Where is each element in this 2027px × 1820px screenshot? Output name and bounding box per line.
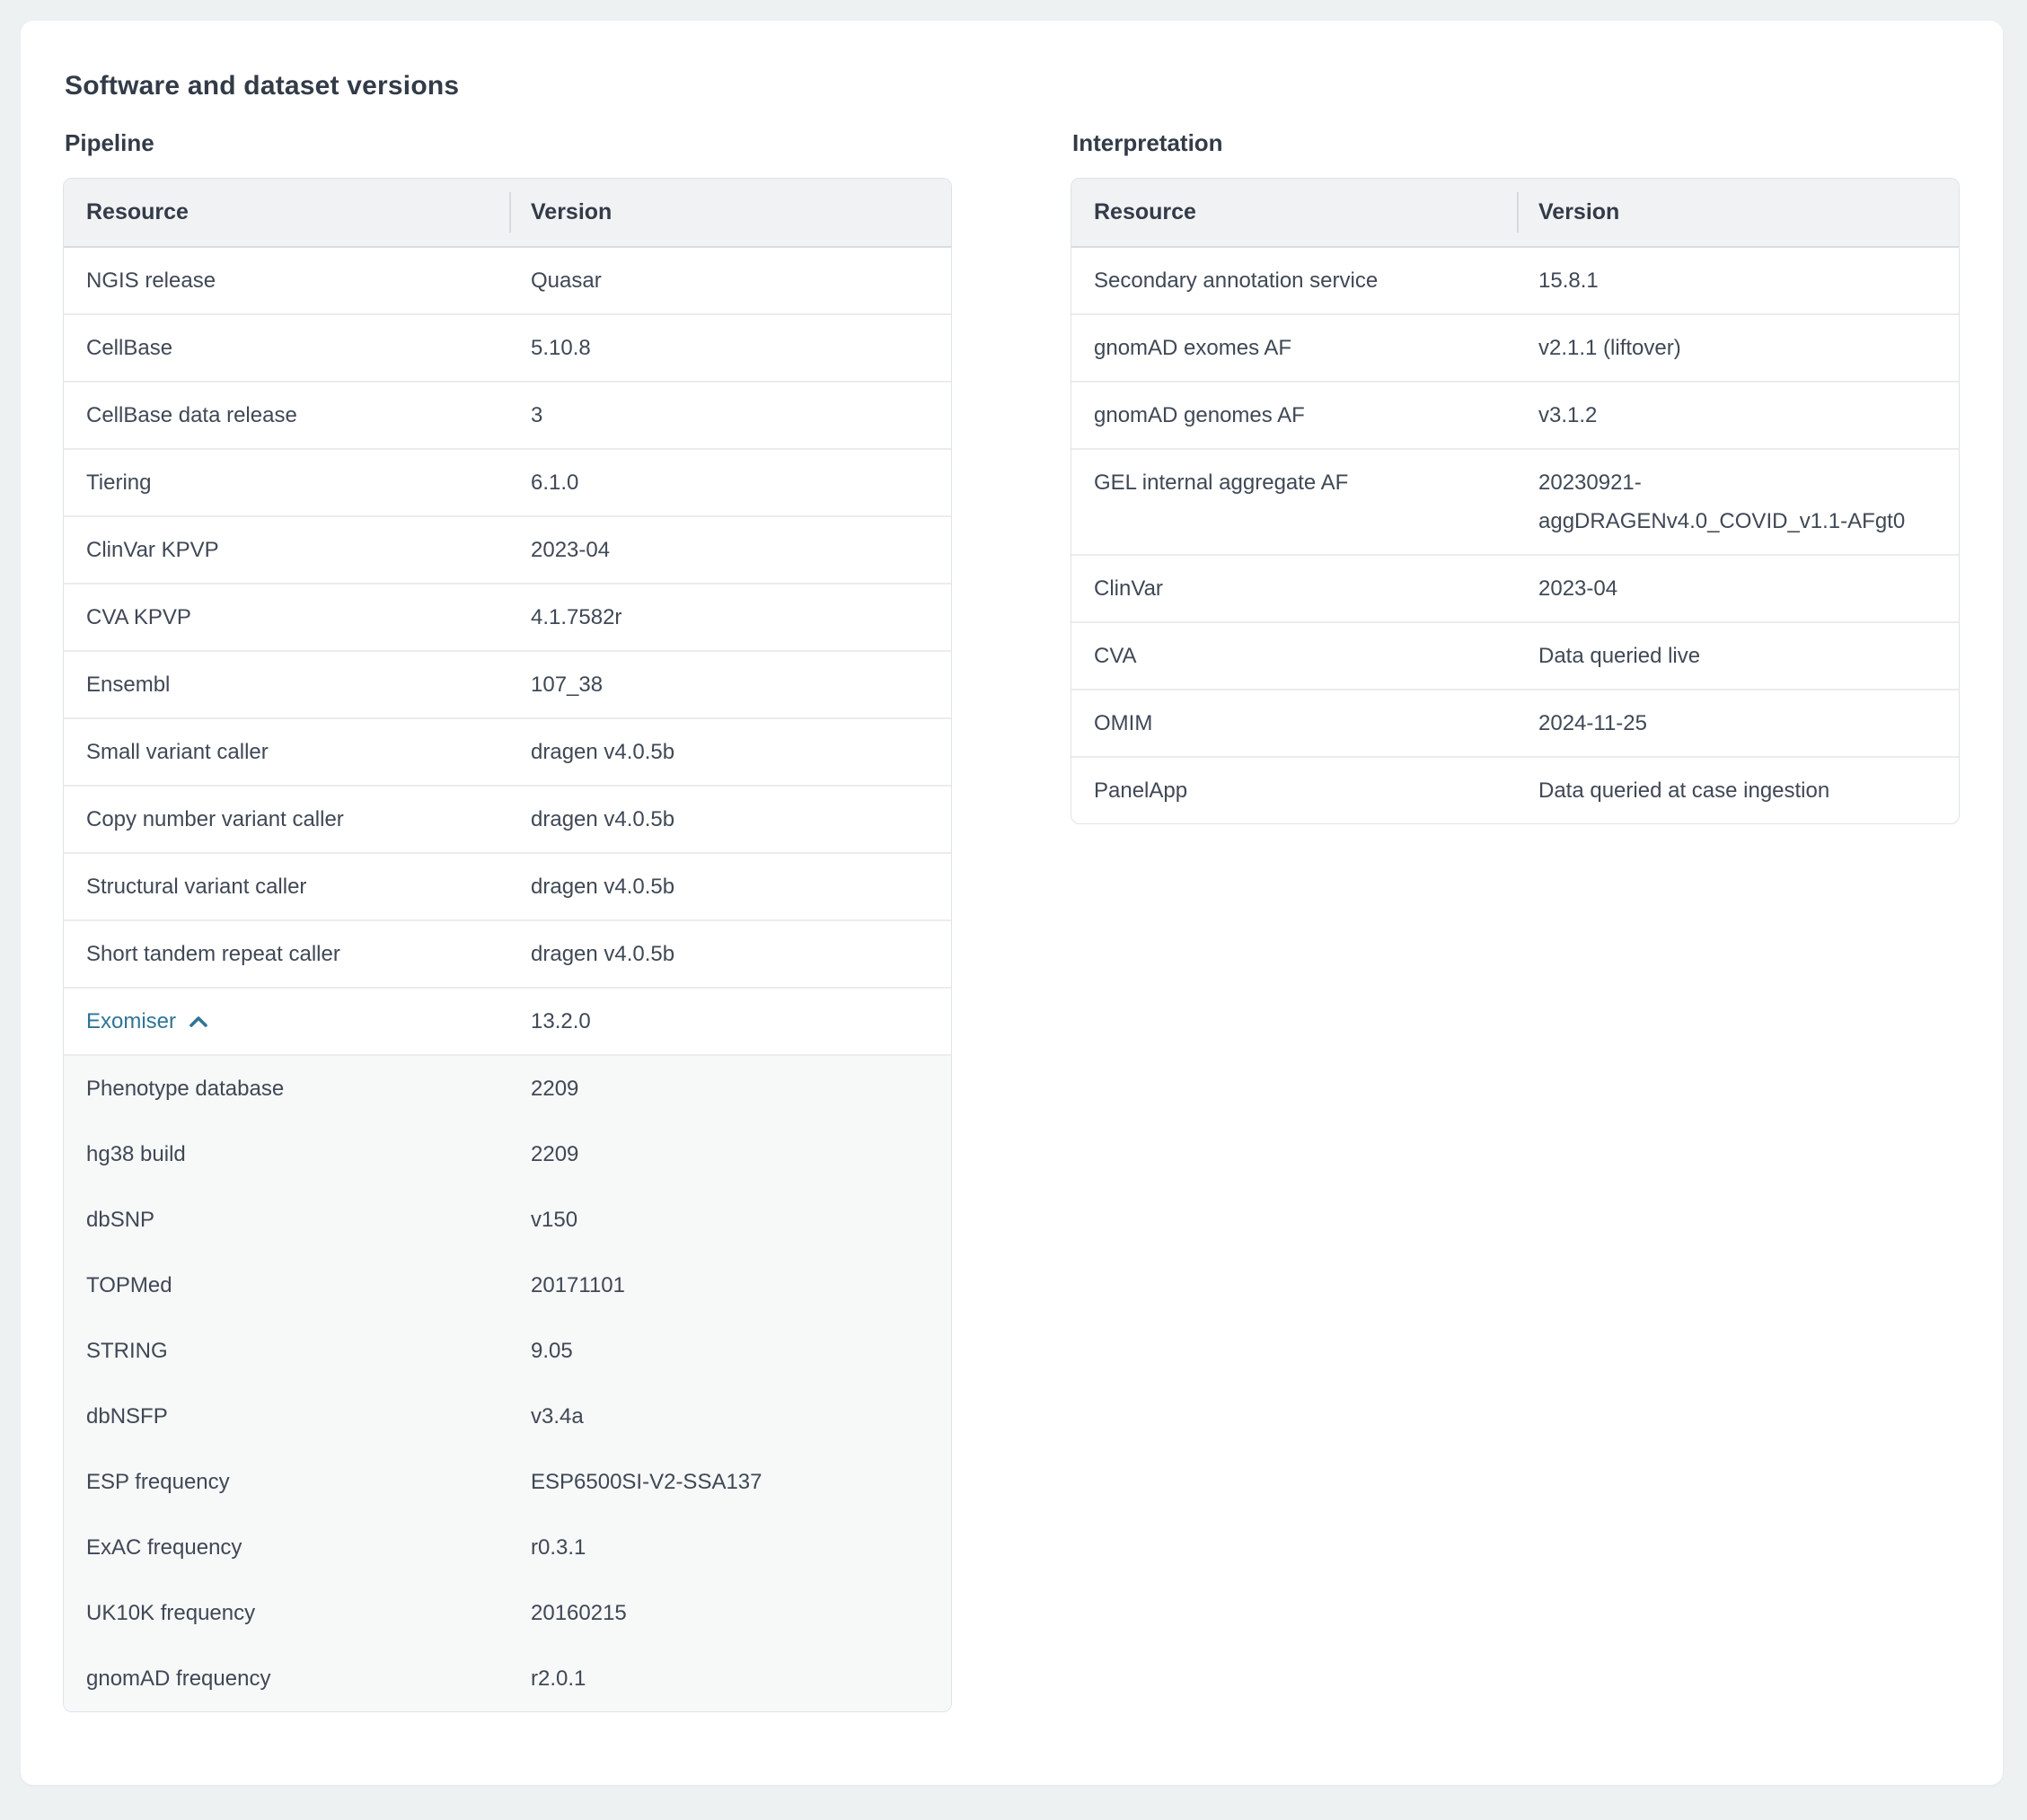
interpretation-section	[1071, 128, 1960, 824]
table-subrow	[64, 1515, 951, 1580]
version-value: Quasar	[531, 268, 602, 293]
version-value: 2024-11-25	[1538, 711, 1647, 735]
version-value: 6.1.0	[531, 470, 579, 495]
table-row	[1071, 248, 1959, 313]
table-row	[64, 785, 951, 852]
table-subrow	[64, 1449, 951, 1515]
table-row	[64, 852, 951, 919]
resource-label: Small variant caller	[86, 740, 269, 764]
exomiser-toggle[interactable]	[86, 1002, 208, 1041]
resource-label: TOPMed	[86, 1273, 172, 1297]
version-value: dragen v4.0.5b	[531, 740, 675, 764]
resource-label: dbSNP	[86, 1208, 155, 1232]
two-column-layout	[63, 128, 1960, 1712]
column-header-resource: Resource	[1071, 179, 1519, 246]
version-value: 20160215	[531, 1601, 627, 1625]
resource-label: CVA KPVP	[86, 605, 191, 629]
version-value: 20171101	[531, 1273, 625, 1297]
resource-label: Structural variant caller	[86, 875, 307, 899]
version-value: 2209	[531, 1142, 579, 1166]
table-subrow	[64, 1253, 951, 1318]
exomiser-row	[64, 987, 951, 1054]
pipeline-heading: Pipeline	[65, 129, 154, 156]
resource-label: PanelApp	[1094, 778, 1188, 803]
table-row	[64, 919, 951, 987]
column-header-resource: Resource	[64, 179, 511, 246]
table-row	[64, 313, 951, 381]
version-value: dragen v4.0.5b	[531, 807, 675, 831]
chevron-up-icon	[189, 1002, 208, 1041]
interpretation-table	[1071, 178, 1960, 824]
resource-label: ClinVar KPVP	[86, 538, 219, 562]
version-value: 13.2.0	[531, 1009, 591, 1033]
resource-label: hg38 build	[86, 1142, 186, 1166]
version-value: 2023-04	[1538, 576, 1618, 601]
table-subrow	[64, 1121, 951, 1187]
version-value: r2.0.1	[531, 1666, 586, 1691]
resource-label: ExAC frequency	[86, 1535, 242, 1560]
version-value: 4.1.7582r	[531, 605, 622, 629]
version-value: v2.1.1 (liftover)	[1538, 336, 1681, 360]
version-value: Data queried at case ingestion	[1538, 778, 1830, 803]
version-value: r0.3.1	[531, 1535, 586, 1560]
pipeline-table	[63, 178, 952, 1712]
version-value: dragen v4.0.5b	[531, 942, 675, 966]
resource-label: Phenotype database	[86, 1077, 285, 1101]
exomiser-cell	[64, 1002, 511, 1041]
table-row	[64, 248, 951, 313]
version-value: 9.05	[531, 1339, 573, 1363]
table-subrow	[64, 1318, 951, 1384]
column-header-version: Version	[1538, 199, 1620, 224]
resource-label: Secondary annotation service	[1094, 268, 1379, 293]
resource-label: Tiering	[86, 470, 152, 495]
table-row	[1071, 554, 1959, 621]
resource-label: gnomAD frequency	[86, 1666, 271, 1691]
table-row	[64, 583, 951, 650]
resource-label: CellBase data release	[86, 403, 297, 427]
resource-label: NGIS release	[86, 268, 216, 293]
version-value: 20230921-aggDRAGENv4.0_COVID_v1.1-AFgt0	[1538, 470, 1906, 533]
pipeline-table-header	[64, 179, 951, 248]
resource-label: GEL internal aggregate AF	[1094, 470, 1349, 495]
resource-label: Copy number variant caller	[86, 807, 344, 831]
exomiser-label: Exomiser	[86, 1009, 177, 1033]
table-row	[1071, 621, 1959, 689]
resource-label: CVA	[1094, 644, 1137, 668]
pipeline-section	[63, 128, 952, 1712]
table-subrow	[64, 1580, 951, 1646]
exomiser-expanded-section	[64, 1054, 951, 1711]
resource-label: UK10K frequency	[86, 1601, 256, 1625]
version-value: v3.4a	[531, 1404, 584, 1429]
resource-label: STRING	[86, 1339, 168, 1363]
table-row	[64, 515, 951, 583]
resource-label: Ensembl	[86, 673, 171, 697]
table-row	[1071, 448, 1959, 554]
version-value: dragen v4.0.5b	[531, 875, 675, 899]
table-row	[64, 717, 951, 785]
version-value: 107_38	[531, 673, 604, 697]
table-row	[1071, 381, 1959, 448]
interpretation-table-header	[1071, 179, 1959, 248]
resource-label: gnomAD exomes AF	[1094, 336, 1292, 360]
table-subrow	[64, 1056, 951, 1121]
version-value: 15.8.1	[1538, 268, 1599, 293]
table-row	[1071, 689, 1959, 756]
version-value: 3	[531, 403, 543, 427]
table-subrow	[64, 1384, 951, 1449]
version-value: ESP6500SI-V2-SSA137	[531, 1470, 762, 1494]
resource-label: ClinVar	[1094, 576, 1163, 601]
version-value: 5.10.8	[531, 336, 591, 360]
resource-label: CellBase	[86, 336, 173, 360]
table-subrow	[64, 1646, 951, 1711]
interpretation-heading: Interpretation	[1072, 129, 1223, 156]
resource-label: ESP frequency	[86, 1470, 230, 1494]
column-header-version: Version	[531, 199, 613, 224]
version-value: v3.1.2	[1538, 403, 1598, 427]
table-row	[64, 448, 951, 515]
versions-card	[21, 21, 2003, 1785]
version-value: 2209	[531, 1077, 579, 1101]
resource-label: OMIM	[1094, 711, 1153, 735]
version-value: Data queried live	[1538, 644, 1701, 668]
version-value: 2023-04	[531, 538, 611, 562]
table-subrow	[64, 1187, 951, 1253]
table-row	[1071, 756, 1959, 823]
table-row	[64, 650, 951, 717]
table-row	[1071, 313, 1959, 381]
resource-label: gnomAD genomes AF	[1094, 403, 1305, 427]
resource-label: dbNSFP	[86, 1404, 168, 1429]
table-row	[64, 381, 951, 448]
version-value: v150	[531, 1208, 578, 1232]
page-title: Software and dataset versions	[65, 71, 460, 101]
resource-label: Short tandem repeat caller	[86, 942, 340, 966]
